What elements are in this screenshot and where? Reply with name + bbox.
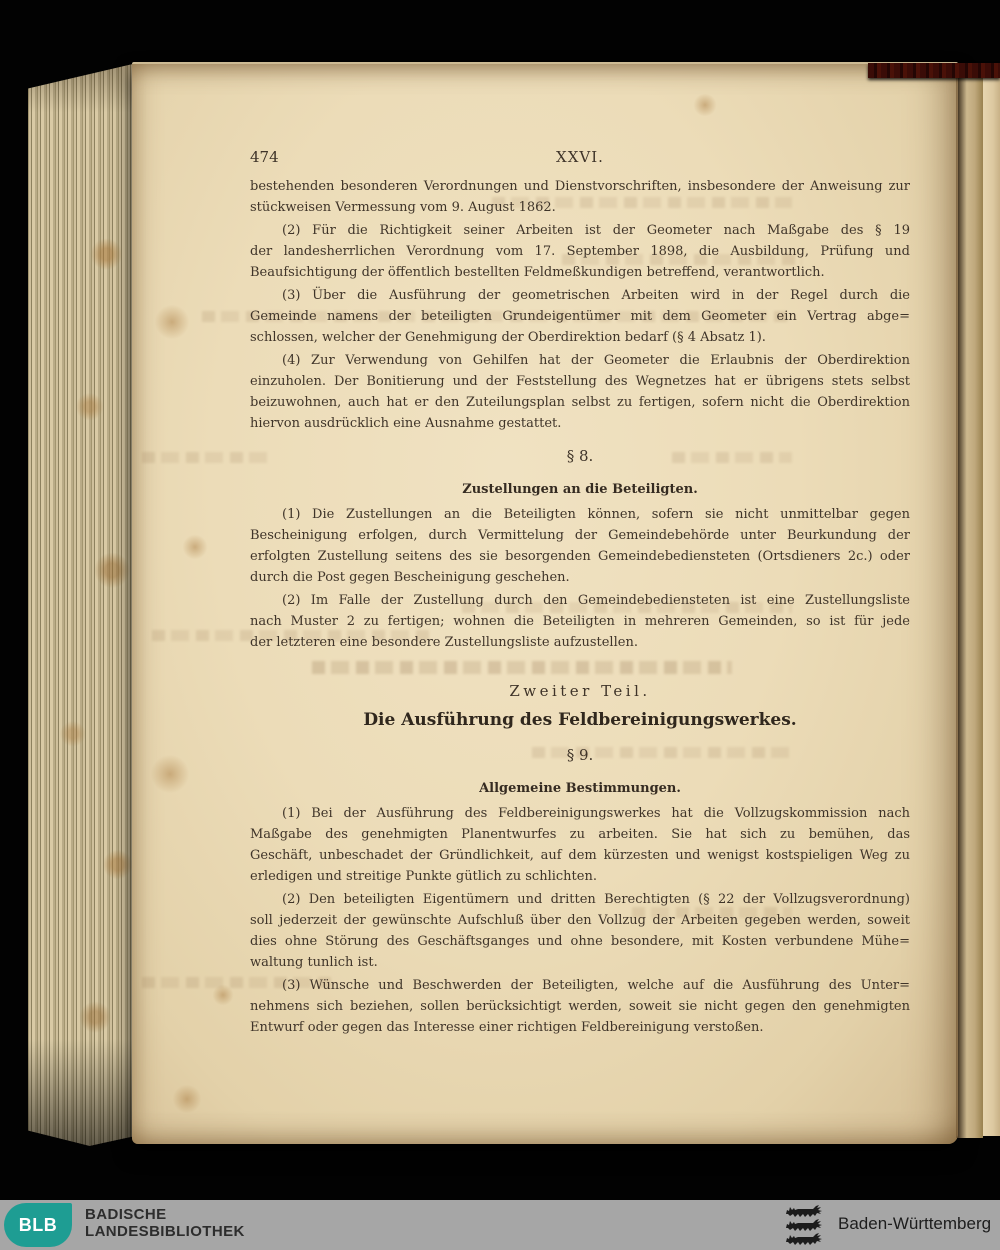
book-binding-edge xyxy=(868,63,1000,78)
heading: Zweiter Teil. xyxy=(509,682,651,700)
running-head xyxy=(250,147,910,168)
content-blocks xyxy=(250,176,910,1038)
paragraph xyxy=(250,889,910,973)
book-page-edges xyxy=(28,58,140,1148)
text-line: Gemeinde namens der beteiligten Grundeigentümer mit dem Geometer ein Vertrag abge= xyxy=(250,309,910,324)
text-line: Bescheinigung erfolgen, durch Vermittelung der Gemeindebehörde unter Beurkundung der xyxy=(250,528,910,543)
chapter-heading: XXVI. xyxy=(556,148,604,166)
text-line: (2) Für die Richtigkeit seiner Arbeiten ist der Geometer nach Maßgabe des § 19 xyxy=(282,223,910,238)
foxing-spot xyxy=(692,94,718,116)
paragraph xyxy=(250,285,910,348)
text-line: (1) Die Zustellungen an die Beteiligten können, sofern sie nicht unmittelbar gegen xyxy=(282,507,910,522)
text-line: Geschäft, unbeschadet der Gründlichkeit, auf dem kürzesten und wenigst kostspieligen Weg zu xyxy=(250,848,910,863)
text-line: (3) Wünsche und Beschwerden der Beteiligten, welche auf die Ausführung des Unter= xyxy=(282,978,910,993)
text-line: Entwurf oder gegen das Interesse einer richtigen Feldbereinigung verstoßen. xyxy=(250,1020,764,1035)
library-name-line2: LANDESBIBLIOTHEK xyxy=(85,1223,245,1240)
blb-logo-label: BLB xyxy=(18,1214,58,1235)
printed-text-column xyxy=(250,147,910,1040)
text-line: hiervon ausdrücklich eine Ausnahme gestattet. xyxy=(250,416,562,431)
heading: § 9. xyxy=(566,746,594,764)
library-name xyxy=(85,1206,245,1240)
paragraph xyxy=(250,220,910,283)
paragraph xyxy=(250,176,910,218)
page-number: 474 xyxy=(250,148,279,166)
paragraph xyxy=(250,803,910,887)
heading: § 8. xyxy=(566,447,594,465)
text-line: der landesherrlichen Verordnung vom 17. September 1898, die Ausbildung, Prüfung und xyxy=(250,244,910,259)
text-line: (3) Über die Ausführung der geometrischen Arbeiten wird in der Regel durch die xyxy=(282,288,910,303)
paragraph xyxy=(250,975,910,1038)
text-line: dies ohne Störung des Geschäftsganges und ohne besondere, mit Kosten verbundene Mühe= xyxy=(250,934,910,949)
text-line: stückweisen Vermessung vom 9. August 1862. xyxy=(250,200,556,215)
text-line: (2) Den beteiligten Eigentümern und dritten Berechtigten (§ 22 der Vollzugsverordnung) xyxy=(282,892,910,907)
paragraph xyxy=(250,504,910,588)
text-line: nach Muster 2 zu fertigen; wohnen die Beteiligten in mehreren Gemeinden, so ist für jede xyxy=(250,614,910,629)
text-line: erfolgten Zustellung seitens des sie besorgenden Gemeindebediensteten (Ortsdieners 2c.) oder xyxy=(250,549,910,564)
baden-wuerttemberg-coat-of-arms-icon xyxy=(781,1205,829,1245)
text-line: nehmens sich beziehen, sollen berücksichtigt werden, soweit sie nicht gegen den genehmigten xyxy=(250,999,910,1014)
foxing-spot xyxy=(154,304,190,340)
library-name-line1: BADISCHE xyxy=(85,1206,167,1223)
blb-logo xyxy=(4,1203,72,1247)
text-line: beizuwohnen, auch hat er den Zuteilungsplan selbst zu fertigen, sofern nicht die Oberdirektion xyxy=(250,395,910,410)
paragraph xyxy=(250,590,910,653)
text-line: soll jederzeit der gewünschte Aufschluß über den Vollzug der Arbeiten gegeben werden, soweit xyxy=(250,913,910,928)
foxing-spot xyxy=(182,534,208,560)
text-line: (2) Im Falle der Zustellung durch den Gemeindebediensteten ist eine Zustellungsliste xyxy=(282,593,910,608)
heading: Die Ausführung des Feldbereinigungswerkes. xyxy=(363,710,797,730)
paragraph xyxy=(250,350,910,434)
foxing-spot xyxy=(150,754,190,794)
text-line: waltung tunlich ist. xyxy=(250,955,378,970)
text-line: erledigen und streitige Punkte gütlich zu schlichten. xyxy=(250,869,597,884)
text-line: Maßgabe des genehmigten Planentwurfes zu arbeiten. Sie hat sich zu bemühen, das xyxy=(250,827,910,842)
state-name: Baden-Württemberg xyxy=(838,1214,992,1233)
text-line: Beaufsichtigung der öffentlich bestellten Feldmeßkundigen betreffend, verantwortlich. xyxy=(250,265,825,280)
heading: Zustellungen an die Beteiligten. xyxy=(462,482,698,497)
text-line: (1) Bei der Ausführung des Feldbereinigungswerkes hat die Vollzugskommission nach xyxy=(282,806,910,821)
text-line: der letzteren eine besondere Zustellungsliste aufzustellen. xyxy=(250,635,638,650)
text-line: schlossen, welcher der Genehmigung der Oberdirektion bedarf (§ 4 Absatz 1). xyxy=(250,330,766,345)
book-page xyxy=(132,62,958,1144)
facing-page-edge xyxy=(983,70,1000,1136)
page-gutter xyxy=(956,66,983,1138)
heading: Allgemeine Bestimmungen. xyxy=(479,781,681,796)
text-line: (4) Zur Verwendung von Gehilfen hat der Geometer die Erlaubnis der Oberdirektion xyxy=(282,353,910,368)
text-line: bestehenden besonderen Verordnungen und Dienstvorschriften, insbesondere der Anweisung zur xyxy=(250,179,910,194)
text-line: durch die Post gegen Bescheinigung geschehen. xyxy=(250,570,570,585)
foxing-spot xyxy=(172,1084,202,1114)
text-line: einzuholen. Der Bonitierung und der Feststellung des Wegnetzes hat er übrigens stets selbst xyxy=(250,374,910,389)
library-footer-bar xyxy=(0,1200,1000,1250)
